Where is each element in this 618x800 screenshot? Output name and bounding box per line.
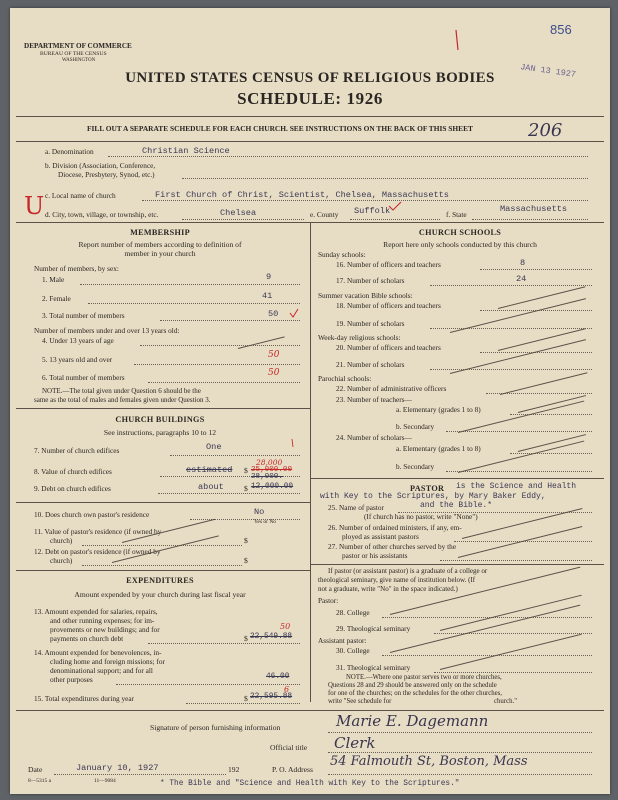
schools-heading: CHURCH SCHOOLS	[418, 228, 502, 237]
red-check-mark-icon	[450, 28, 470, 54]
po-address-label: P. O. Address	[272, 765, 313, 774]
state-value: Massachusetts	[500, 204, 568, 214]
denomination-value: Christian Science	[142, 146, 230, 156]
other-churches-label: 27. Number of other churches served by the	[328, 542, 457, 551]
pastor-college-label: 28. College	[336, 608, 370, 617]
total-members-value: 50	[268, 309, 279, 319]
yes-no-hint: Yes or No	[254, 519, 277, 525]
residence-debt-label: 12. Debt on pastor's residence (if owned by	[34, 547, 161, 556]
membership-intro: Report number of members according to definition of	[78, 240, 242, 249]
running-expenses-value: 22,549.88	[250, 633, 293, 641]
male-label: 1. Male	[42, 275, 65, 284]
assistant-college-label: 30. College	[336, 646, 370, 655]
sunday-schools-label: Sunday schools:	[318, 250, 366, 259]
vacation-scholars-label: 19. Number of scholars	[336, 319, 405, 328]
edifices-debt-typed: about	[198, 482, 224, 492]
pastor-note-5: church."	[494, 698, 517, 705]
vacation-schools-label: Summer vacation Bible schools:	[318, 291, 413, 300]
age-intro-label: Number of members under and over 13 years old:	[34, 326, 180, 335]
pastor-name-hint: (If church has no pastor, write "None")	[364, 512, 478, 521]
buildings-heading: CHURCH BUILDINGS	[115, 415, 205, 424]
running-expenses-label-3: provements or new buildings; and for	[50, 625, 160, 634]
official-title-label: Official title	[270, 743, 308, 752]
pastor-name-label: 25. Name of pastor	[328, 503, 384, 512]
parochial-teachers-label: 23. Number of teachers—	[336, 395, 412, 404]
signature-label: Signature of person furnishing information	[150, 723, 281, 732]
benevolences-label-4: other purposes	[50, 675, 93, 684]
signature: Marie E. Dagemann	[336, 712, 489, 730]
form-title: UNITED STATES CENSUS OF RELIGIOUS BODIES	[125, 70, 495, 86]
received-date-stamp: JAN 13 1927	[519, 62, 577, 80]
weekday-schools-label: Week-day religious schools:	[318, 333, 401, 342]
running-expenses-label-4: payments on church debt	[50, 634, 124, 643]
date-label: Date	[28, 765, 43, 774]
edifices-value-hand: 28,000	[256, 458, 283, 467]
benevolences-label-3: denominational support; and for all	[50, 666, 153, 675]
pastor-heading: PASTOR	[410, 484, 445, 493]
department-label: DEPARTMENT OF COMMERCE	[24, 42, 132, 50]
dollar-sign: $	[244, 634, 248, 643]
edifices-debt-value: 12,000.00	[251, 483, 294, 491]
edifices-value-struck: 25,000.00	[251, 466, 293, 474]
pastor-typed-note-2: with Key to the Scriptures, by Mary Baker Eddy,	[320, 492, 546, 501]
assistant-seminary-label: 31. Theological seminary	[336, 663, 411, 672]
total-members-label: 3. Total number of members	[42, 311, 125, 320]
edifices-value-typed: estimated	[186, 465, 233, 475]
buildings-intro: See instructions, paragraphs 10 to 12	[103, 428, 217, 437]
under-13-label: 4. Under 13 years of age	[42, 336, 114, 345]
division-label-2: Diocese, Presbytery, Synod, etc.)	[58, 170, 155, 179]
edifices-value-label: 8. Value of church edifices	[34, 467, 112, 476]
city-value: Chelsea	[220, 208, 257, 218]
form-code: 8—5315 a	[28, 778, 52, 784]
serial-number: 856	[550, 22, 572, 37]
over-13-value: 50	[268, 350, 280, 360]
residence-debt-label-2: church)	[50, 556, 73, 565]
other-churches-label-2: pastor or his assistants	[342, 551, 408, 560]
running-expenses-label-2: and other running expenses; for im-	[50, 616, 155, 625]
members-by-sex-label: Number of members, by sex:	[34, 264, 119, 273]
pastor-subsection: Pastor:	[318, 596, 339, 605]
expenditures-intro: Amount expended by your church during last fiscal year	[74, 590, 246, 599]
red-check-mark-icon	[388, 201, 402, 211]
teachers-secondary-label: b. Secondary	[396, 422, 435, 431]
total-members-age-value: 50	[268, 368, 280, 378]
scholars-secondary-label: b. Secondary	[396, 462, 435, 471]
dollar-sign: $	[244, 536, 248, 545]
sunday-scholars-value: 24	[516, 274, 527, 284]
dollar-sign: $	[244, 484, 248, 493]
total-expenditures-value: 22,595.88	[250, 693, 293, 701]
form-code-2: 11—9084	[94, 778, 116, 784]
edifices-debt-label: 9. Debt on church edifices	[34, 484, 111, 493]
ordained-ministers-label: 26. Number of ordained ministers, if any, em-	[328, 523, 462, 532]
expenditures-heading: EXPENDITURES	[126, 576, 194, 585]
state-label: f. State	[446, 210, 467, 219]
local-name-label: c. Local name of church	[45, 191, 116, 200]
female-value: 41	[262, 291, 273, 301]
parochial-admin-label: 22. Number of administrative officers	[336, 384, 447, 393]
schedule-title: SCHEDULE: 1926	[237, 89, 383, 108]
denomination-label: a. Denomination	[45, 147, 94, 156]
teachers-elementary-label: a. Elementary (grades 1 to 8)	[396, 405, 481, 414]
city-label: d. City, town, village, or township, etc.	[45, 210, 159, 219]
running-expenses-hand: 50	[280, 622, 291, 631]
bureau-label: BUREAU OF THE CENSUS	[40, 51, 107, 57]
red-check-mark-icon	[289, 308, 299, 318]
local-name-value: First Church of Christ, Scientist, Chelsea, Massachusetts	[155, 190, 449, 200]
edifices-count-value: One	[206, 442, 222, 452]
po-address-value: 54 Falmouth St, Boston, Mass	[330, 754, 528, 769]
over-13-label: 5. 13 years old and over	[42, 355, 113, 364]
graduate-instructions-3: not a graduate, write "No" in the space indicated.)	[318, 585, 458, 593]
red-tick-icon	[288, 438, 296, 448]
instructions-banner: FILL OUT A SEPARATE SCHEDULE FOR EACH CHURCH. SEE INSTRUCTIONS ON THE BACK OF THIS SHEET	[87, 124, 473, 133]
pastor-note-3: for one of the churches; on the schedules for the other churches,	[328, 690, 503, 697]
owns-residence-label: 10. Does church own pastor's residence	[34, 510, 150, 519]
total-expenditures-label: 15. Total expenditures during year	[34, 694, 135, 703]
county-label: e. County	[310, 210, 339, 219]
pastor-name-value: and the Bible.*	[420, 501, 493, 510]
running-expenses-label: 13. Amount expended for salaries, repairs,	[34, 607, 158, 616]
vacation-officers-label: 18. Number of officers and teachers	[336, 301, 441, 310]
residence-value-label: 11. Value of pastor's residence (if owned by	[34, 527, 162, 536]
weekday-scholars-label: 21. Number of scholars	[336, 360, 405, 369]
schools-intro: Report here only schools conducted by this church	[383, 240, 537, 249]
residence-value-label-2: church)	[50, 536, 73, 545]
total-expenditures-hand: 6	[284, 685, 290, 694]
benevolences-value: 46.00	[266, 673, 290, 681]
edifices-count-label: 7. Number of church edifices	[34, 446, 120, 455]
date-suffix: 192	[228, 765, 240, 774]
margin-mark: U	[24, 192, 45, 220]
female-label: 2. Female	[42, 294, 71, 303]
date-value: January 10, 1927	[76, 763, 159, 773]
membership-heading: MEMBERSHIP	[130, 228, 190, 237]
assistant-pastor-subsection: Assistant pastor:	[318, 636, 367, 645]
graduate-instructions: If pastor (or assistant pastor) is a graduate of a college or	[328, 567, 488, 575]
membership-note-2: same as the total of males and females given under Question 3.	[34, 396, 211, 404]
county-value: Suffolk	[354, 206, 391, 216]
membership-note: NOTE.—The total given under Question 6 should be the	[42, 387, 201, 395]
official-title-value: Clerk	[334, 734, 376, 752]
census-schedule-sheet	[10, 8, 610, 794]
total-members-age-label: 6. Total number of members	[42, 373, 125, 382]
membership-intro-2: member in your church	[124, 249, 196, 258]
pastor-typed-note: is the Science and Health	[456, 482, 577, 491]
dollar-sign: $	[244, 466, 248, 475]
pastor-note: NOTE.—Where one pastor serves two or more churches,	[346, 674, 502, 681]
sunday-scholars-label: 17. Number of scholars	[336, 276, 405, 285]
asterisk-footnote: * The Bible and "Science and Health with Key to the Scriptures."	[160, 780, 460, 788]
graduate-instructions-2: theological seminary, give name of institution below. (If	[318, 576, 476, 584]
parochial-scholars-label: 24. Number of scholars—	[336, 433, 412, 442]
division-label: b. Division (Association, Conference,	[45, 161, 156, 170]
parochial-schools-label: Parochial schools:	[318, 374, 372, 383]
ordained-ministers-label-2: ployed as assistant pastors	[342, 532, 419, 541]
pastor-note-2: Questions 28 and 29 should be answered only on the schedule	[328, 682, 497, 689]
handwritten-file-number: 206	[528, 120, 563, 141]
sunday-officers-label: 16. Number of officers and teachers	[336, 260, 441, 269]
city-label: WASHINGTON	[62, 58, 96, 63]
sunday-officers-value: 8	[520, 258, 526, 268]
scholars-elementary-label: a. Elementary (grades 1 to 8)	[396, 444, 481, 453]
pastor-note-4: write "See schedule for	[328, 698, 392, 705]
weekday-officers-label: 20. Number of officers and teachers	[336, 343, 441, 352]
benevolences-label: 14. Amount expended for benevolences, in-	[34, 648, 162, 657]
male-value: 9	[266, 272, 272, 282]
owns-residence-value: No	[254, 507, 265, 517]
pastor-seminary-label: 29. Theological seminary	[336, 624, 411, 633]
benevolences-label-2: cluding home and foreign missions; for	[50, 657, 165, 666]
dollar-sign: $	[244, 694, 248, 703]
dollar-sign: $	[244, 556, 248, 565]
edifices-value-struck-2: 28,000.	[251, 473, 283, 481]
